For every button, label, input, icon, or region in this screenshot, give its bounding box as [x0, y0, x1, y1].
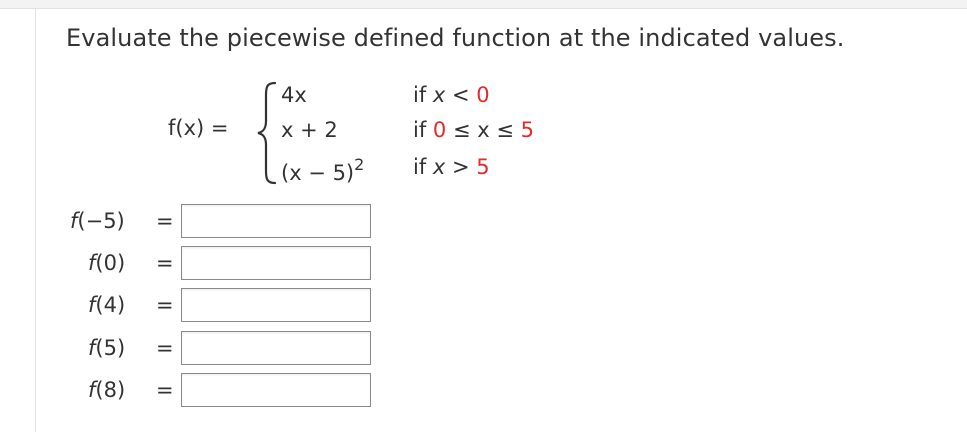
answer-input-f-0[interactable]	[181, 246, 371, 280]
case-1-expr-text: 4x	[281, 83, 307, 107]
case-2-cond-prefix: if	[413, 118, 433, 142]
eval-label-5	[88, 377, 125, 403]
case-3-expr-text: (x − 5)	[281, 161, 355, 185]
eval-label-4	[88, 335, 125, 361]
case-2-expression	[281, 118, 338, 142]
function-equals: =	[210, 116, 229, 140]
eval-label-1	[70, 208, 125, 234]
eval-3-fn: f	[88, 293, 96, 317]
eval-5-arg: (8)	[95, 378, 126, 402]
case-3-cond-op: >	[445, 155, 477, 179]
answer-input-f-4[interactable]	[181, 288, 371, 322]
eval-1-fn: f	[70, 209, 78, 233]
case-1-cond-value: 0	[476, 83, 490, 107]
eval-4-arg: (5)	[95, 336, 126, 360]
case-2-expr-text: x + 2	[281, 118, 338, 142]
case-3-condition	[413, 155, 490, 179]
answer-input-f-5[interactable]	[181, 331, 371, 365]
case-2-cond-low: 0	[432, 118, 447, 142]
eval-2-equals: =	[156, 251, 174, 275]
case-1-condition	[413, 83, 490, 107]
eval-2-fn: f	[88, 251, 96, 275]
top-divider	[0, 0, 967, 9]
eval-3-arg: (4)	[95, 293, 126, 317]
case-3-cond-prefix: if	[413, 155, 433, 179]
eval-5-equals: =	[156, 378, 174, 402]
eval-4-fn: f	[88, 336, 96, 360]
eval-5-fn: f	[88, 378, 96, 402]
function-name	[168, 116, 229, 140]
eval-label-2	[88, 250, 125, 276]
case-2-cond-op: ≤ x ≤	[446, 118, 521, 142]
case-3-cond-var: x	[432, 155, 446, 179]
eval-2-arg: (0)	[95, 251, 126, 275]
case-3-cond-value: 5	[476, 155, 490, 179]
case-3-expression	[281, 155, 364, 185]
eval-3-equals: =	[156, 293, 174, 317]
eval-1-equals: =	[156, 209, 174, 233]
left-brace-icon	[255, 81, 279, 185]
function-name-text: f(x)	[168, 116, 205, 140]
left-divider	[35, 9, 36, 432]
answer-input-f-8[interactable]	[181, 373, 371, 407]
case-2-condition	[413, 118, 534, 142]
case-1-cond-prefix: if	[413, 83, 433, 107]
case-1-cond-op: <	[445, 83, 477, 107]
case-1-cond-var: x	[432, 83, 446, 107]
eval-label-3	[88, 292, 125, 318]
question-prompt: Evaluate the piecewise defined function at the indicated values.	[66, 24, 845, 52]
eval-1-arg: (−5)	[77, 209, 125, 233]
case-3-exponent: 2	[354, 155, 365, 174]
answer-input-f-neg5[interactable]	[181, 204, 371, 238]
case-2-cond-high: 5	[520, 118, 534, 142]
eval-4-equals: =	[156, 336, 174, 360]
case-1-expression	[281, 83, 307, 107]
